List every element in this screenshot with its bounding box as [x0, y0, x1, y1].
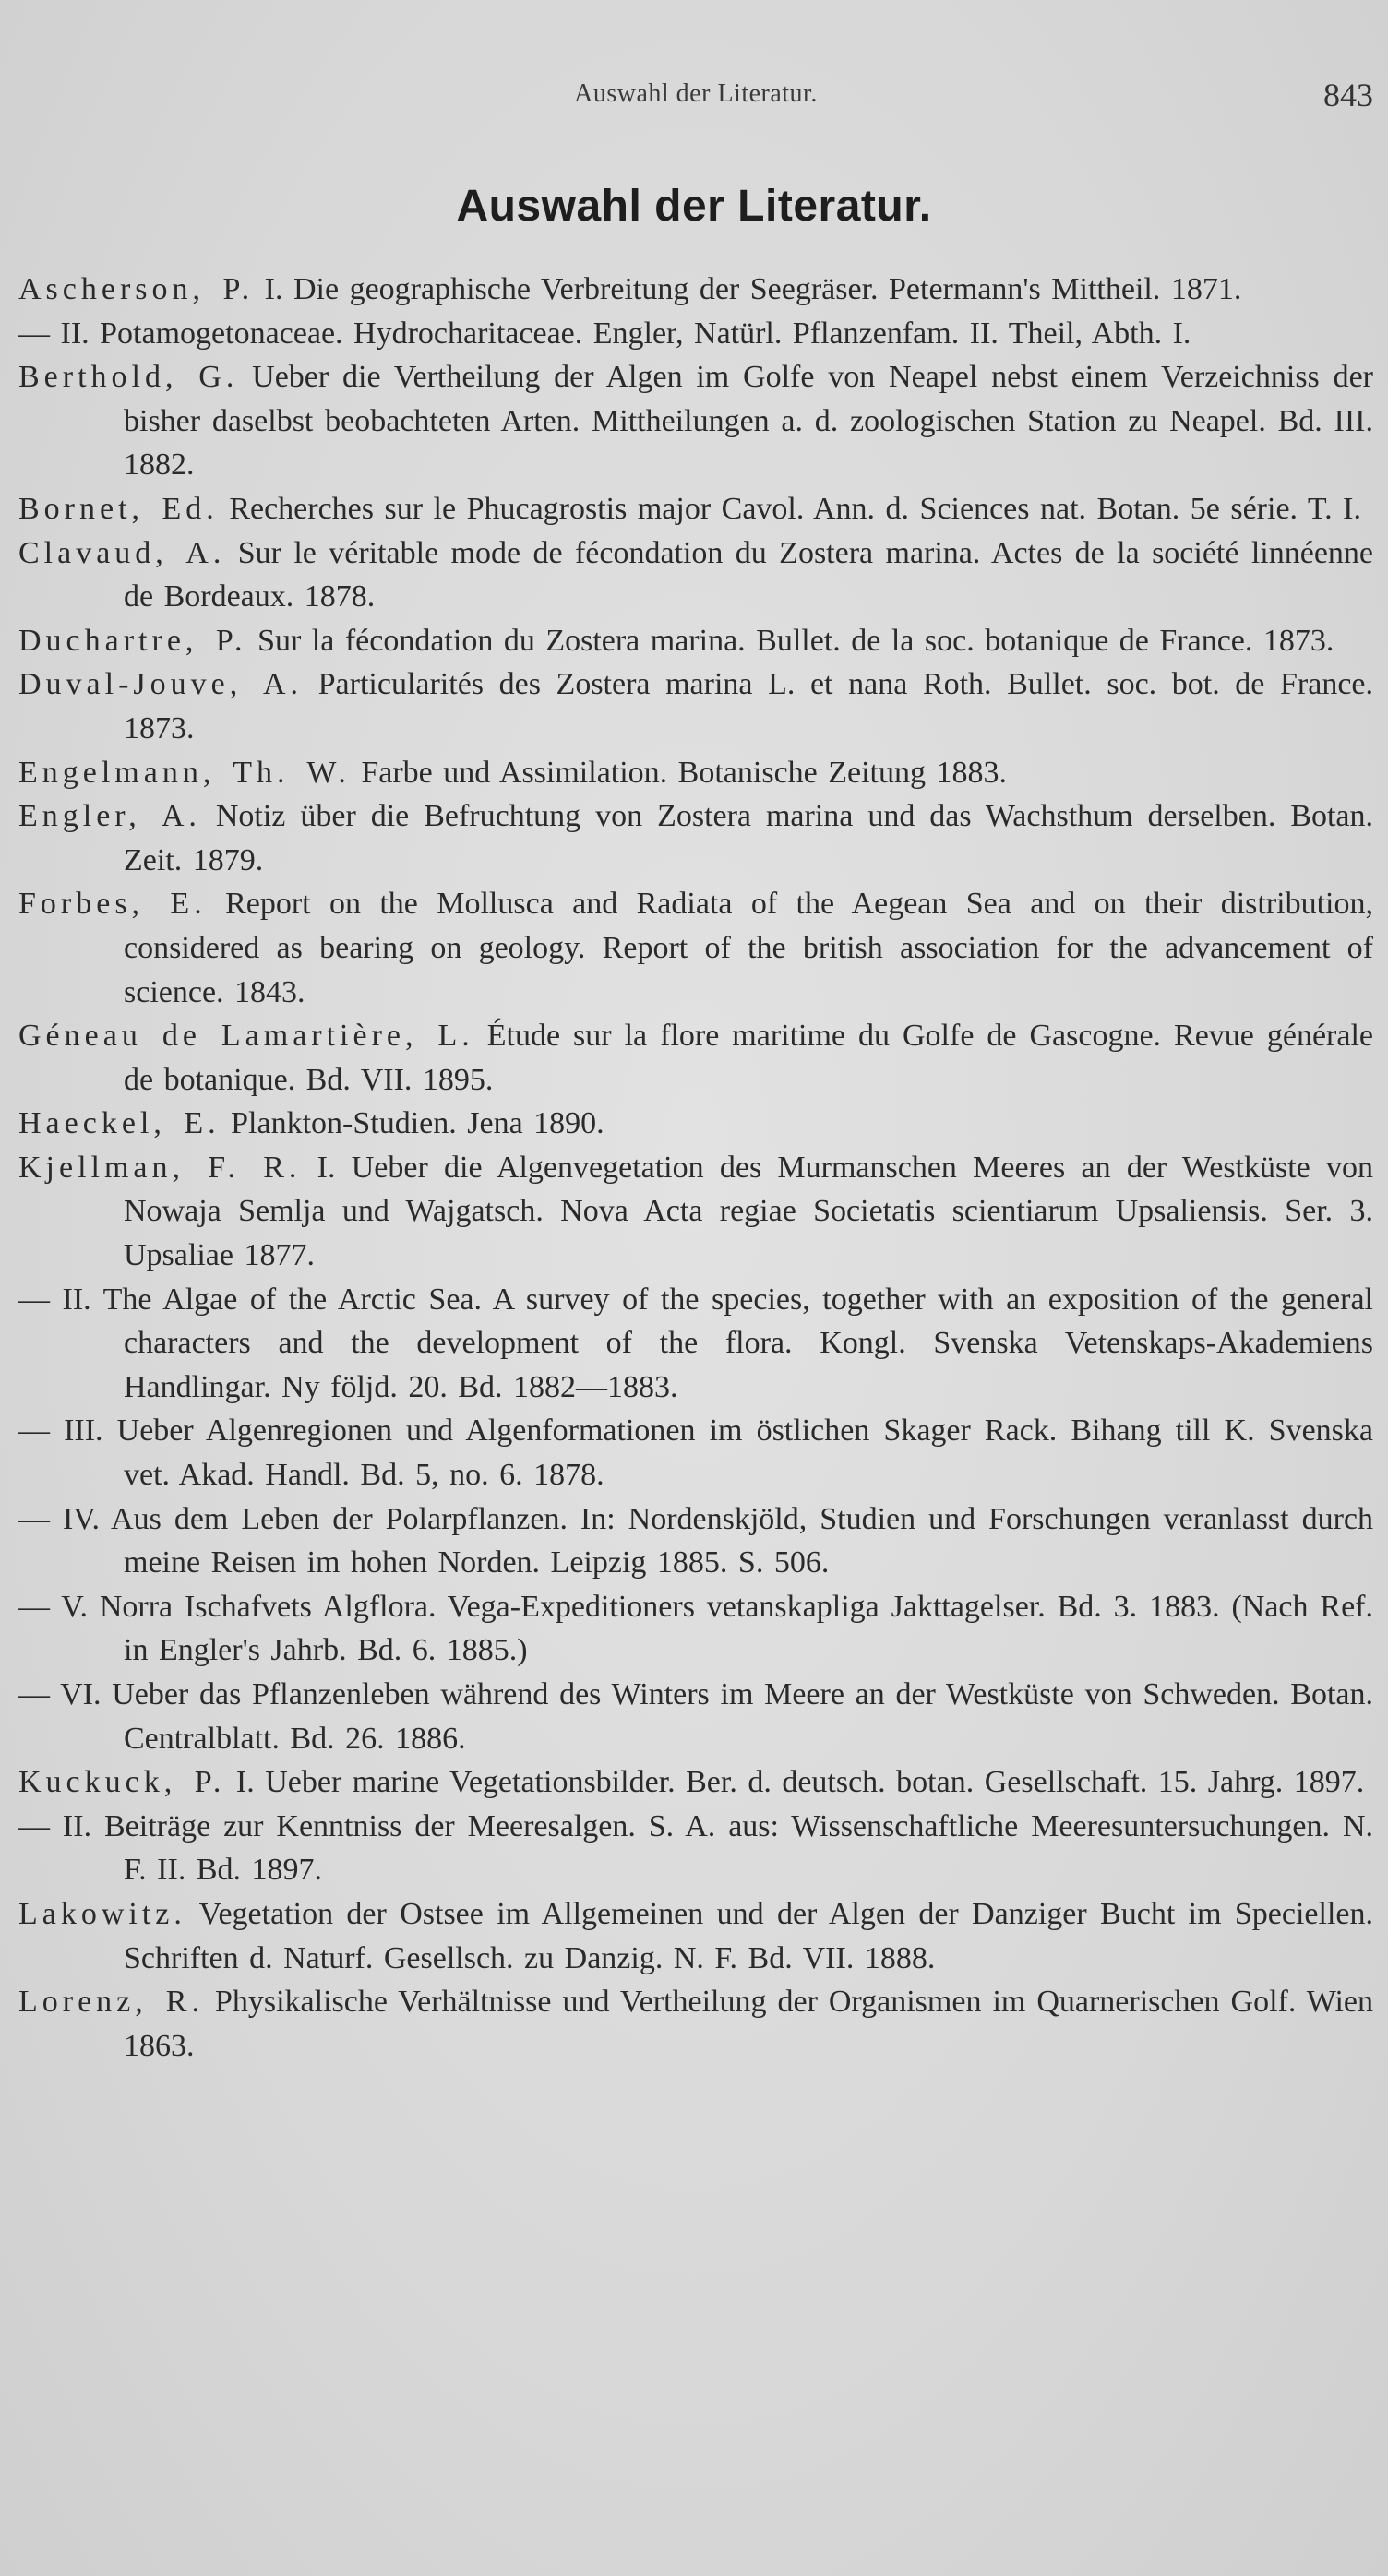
bibliography-entry: [18, 882, 1373, 1014]
bibliography-entry: [18, 1892, 1373, 1980]
entry-text: Particularités des Zostera marina L. et nana Roth. Bullet. soc. bot. de France. 1873.: [124, 667, 1374, 745]
entry-text: Sur le véritable mode de fécondation du Zostera marina. Actes de la société linnéenne de Bordeaux. 1878.: [124, 535, 1373, 614]
bibliography-entry: [18, 1980, 1373, 2068]
bibliography-entry: [18, 1014, 1373, 1102]
entry-text: — VI. Ueber das Pflanzenleben während des Winters im Meere an der Westküste von Schweden. Botan. Centralblatt. Bd. 26. 1886.: [18, 1677, 1373, 1756]
bibliography-entry: [18, 1760, 1373, 1805]
entry-author: Duchartre, P.: [18, 623, 247, 658]
page-title: Auswahl der Literatur.: [456, 182, 932, 231]
entry-author: Berthold, G.: [18, 360, 239, 395]
entry-author: Bornet, Ed.: [18, 491, 219, 526]
entry-author: Lakowitz.: [18, 1896, 186, 1931]
bibliography-entry: [18, 619, 1373, 663]
running-head: [18, 72, 1373, 118]
bibliography-entry: [18, 1409, 1373, 1497]
bibliography-entry: [18, 1102, 1373, 1146]
entry-text: — V. Norra Ischafvets Algflora. Vega-Expeditioners vetanskapliga Jakttagelser. Bd. 3. 1883. (Nach Ref. in Engler's Jahrb. Bd. 6. 1885.): [18, 1589, 1373, 1668]
entry-text: I. Ueber die Algenvegetation des Murmanschen Meeres an der Westküste von Nowaja Semlja und Wajgatsch. Nova Acta regiae Societatis scientiarum Upsaliensis. Ser. 3. Upsaliae 1877.: [124, 1150, 1374, 1273]
bibliography-entry: [18, 1278, 1373, 1410]
entry-text: — II. Potamogetonaceae. Hydrocharitaceae. Engler, Natürl. Pflanzenfam. II. Theil, Abth. I.: [18, 316, 1191, 351]
entry-author: Haeckel, E.: [18, 1106, 221, 1141]
entry-author: Forbes, E.: [18, 887, 207, 922]
bibliography-entry: [18, 1497, 1373, 1585]
entry-author: Clavaud, A.: [18, 535, 226, 570]
entry-text: Farbe und Assimilation. Botanische Zeitung 1883.: [361, 755, 1008, 790]
entry-author: Ascherson, P.: [18, 272, 255, 306]
entry-text: I. Ueber marine Vegetationsbilder. Ber. d. deutsch. botan. Gesellschaft. 15. Jahrg. 1897.: [235, 1765, 1365, 1800]
entry-author: Kjellman, F. R.: [18, 1150, 302, 1185]
entry-text: Plankton-Studien. Jena 1890.: [231, 1106, 604, 1141]
entry-text: — II. Beiträge zur Kenntniss der Meeresalgen. S. A. aus: Wissenschaftliche Meeresuntersuchungen. N. F. II. Bd. 1897.: [18, 1808, 1373, 1888]
entry-author: Engler, A.: [18, 799, 201, 834]
bibliography-entry: [18, 1146, 1373, 1278]
entry-text: Ueber die Vertheilung der Algen im Golfe von Neapel nebst einem Verzeichniss der bisher daselbst beobachteten Arten. Mittheilungen a. d. zoologischen Station zu Neapel. Bd. III. 1882.: [124, 360, 1373, 483]
entry-author: Lorenz, R.: [18, 1985, 204, 2020]
entry-text: Étude sur la flore maritime du Golfe de Gascogne. Revue générale de botanique. Bd. VII. 1895.: [124, 1019, 1373, 1097]
entry-text: — III. Ueber Algenregionen und Algenformationen im östlichen Skager Rack. Bihang till K. Svenska vet. Akad. Handl. Bd. 5, no. 6. 1878.: [18, 1413, 1373, 1493]
entry-author: Engelmann, Th. W.: [18, 755, 351, 790]
bibliography-entry: [18, 1585, 1373, 1673]
entry-author: Kuckuck, P.: [18, 1765, 226, 1800]
entry-author: Duval-Jouve, A.: [18, 667, 304, 702]
bibliography-entry: [18, 794, 1373, 882]
page-number: 843: [1323, 77, 1373, 113]
bibliography-entry: [18, 312, 1373, 356]
entry-text: Report on the Mollusca and Radiata of the Aegean Sea and on their distribution, considered as bearing on geology. Report of the british association for the advancement of science. 1843.: [124, 887, 1373, 1009]
bibliography-entry: [18, 355, 1373, 487]
entry-text: Sur la fécondation du Zostera marina. Bullet. de la soc. botanique de France. 1873.: [257, 623, 1334, 658]
bibliography-entry: [18, 487, 1373, 531]
bibliography-list: [18, 268, 1373, 2068]
running-title: Auswahl der Literatur.: [574, 79, 818, 108]
bibliography-entry: [18, 268, 1373, 312]
entry-text: Physikalische Verhältnisse und Vertheilung der Organismen im Quarnerischen Golf. Wien 1863.: [124, 1985, 1374, 2063]
entry-author: Géneau de Lamartière, L.: [18, 1019, 474, 1054]
entry-text: Vegetation der Ostsee im Allgemeinen und der Algen der Danziger Bucht im Speciellen. Schriften d. Naturf. Gesellsch. zu Danzig. N. F. Bd. VII. 1888.: [124, 1896, 1374, 1975]
entry-text: Notiz über die Befruchtung von Zostera marina und das Wachsthum derselben. Botan. Zeit. 1879.: [124, 799, 1373, 877]
entry-text: — IV. Aus dem Leben der Polarpflanzen. In: Nordenskjöld, Studien und Forschungen veranlasst durch meine Reisen im hohen Norden. Leipzig 1885. S. 506.: [18, 1501, 1373, 1580]
bibliography-entry: [18, 751, 1373, 795]
bibliography-entry: [18, 662, 1373, 750]
bibliography-entry: [18, 1673, 1373, 1760]
entry-text: — II. The Algae of the Arctic Sea. A survey of the species, together with an exposition of the general characters and the development of the flora. Kongl. Svenska Vetenskaps-Akademiens Handlingar. Ny följd. 20. Bd. 1882—1883.: [18, 1282, 1373, 1404]
entry-text: I. Die geographische Verbreitung der Seegräser. Petermann's Mittheil. 1871.: [264, 272, 1242, 306]
bibliography-entry: [18, 1805, 1373, 1892]
bibliography-entry: [18, 531, 1373, 619]
entry-text: Recherches sur le Phucagrostis major Cavol. Ann. d. Sciences nat. Botan. 5e série. T. I.: [229, 491, 1361, 526]
